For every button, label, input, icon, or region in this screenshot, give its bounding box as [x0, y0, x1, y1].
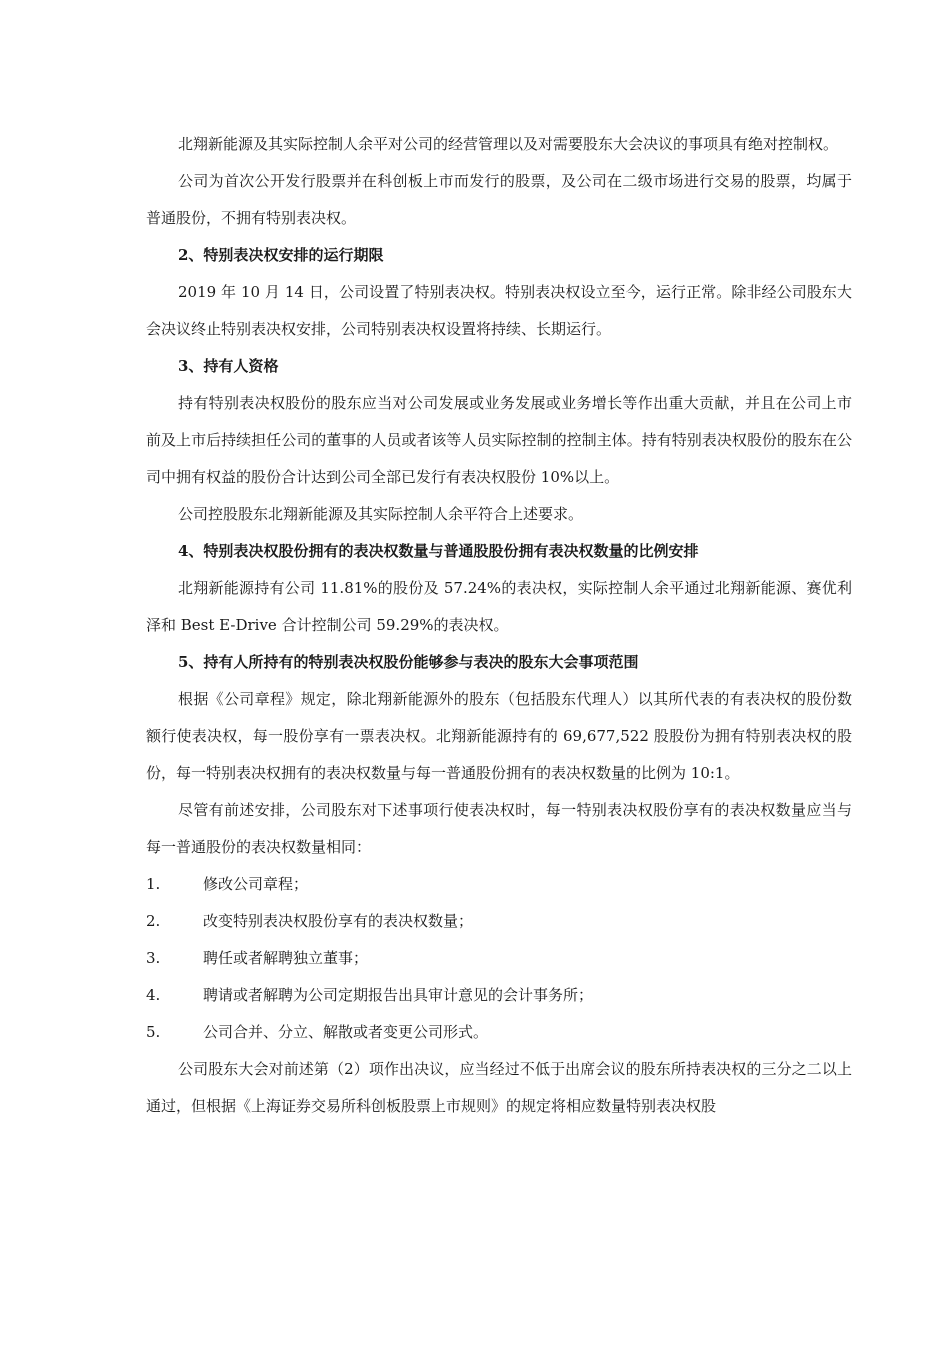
list-text: 聘请或者解聘为公司定期报告出具审计意见的会计事务所； [203, 986, 594, 1004]
list-item [146, 903, 852, 940]
list-number: 3. [146, 949, 161, 967]
list-item [146, 977, 852, 1014]
document-body [146, 126, 852, 1125]
paragraph: 公司控股股东北翔新能源及其实际控制人余平符合上述要求。 [178, 505, 584, 523]
paragraph: 公司股东大会对前述第（2）项作出决议，应当经过不低于出席会议的股东所持表决权的三分之二以上通过，但根据《上海证券交易所科创板股票上市规则》的规定将相应数量特别表决权股 [146, 1060, 852, 1115]
list-text: 聘任或者解聘独立董事； [203, 949, 369, 967]
paragraph: 尽管有前述安排，公司股东对下述事项行使表决权时，每一特别表决权股份享有的表决权数量应当与每一普通股份的表决权数量相同： [146, 801, 852, 856]
list-item [146, 866, 852, 903]
list-text: 改变特别表决权股份享有的表决权数量； [203, 912, 474, 930]
section-heading: 4、特别表决权股份拥有的表决权数量与普通股股份拥有表决权数量的比例安排 [178, 542, 699, 560]
list-item [146, 1014, 852, 1051]
section-heading: 3、持有人资格 [178, 357, 279, 375]
paragraph: 持有特别表决权股份的股东应当对公司发展或业务发展或业务增长等作出重大贡献，并且在公司上市前及上市后持续担任公司的董事的人员或者该等人员实际控制的控制主体。持有特别表决权股份的股东在公司中拥有权益的股份合计达到公司全部已发行有表决权股份 10%以上。 [146, 394, 852, 486]
list-item [146, 940, 852, 977]
paragraph: 北翔新能源及其实际控制人余平对公司的经营管理以及对需要股东大会决议的事项具有绝对控制权。 [178, 135, 839, 153]
paragraph: 根据《公司章程》规定，除北翔新能源外的股东（包括股东代理人）以其所代表的有表决权的股份数额行使表决权，每一股份享有一票表决权。北翔新能源持有的 69,677,522 股股份为拥有特别表决权的股份，每一特别表决权拥有的表决权数量与每一普通股份拥有的表决权数量的比例为 10:1。 [146, 690, 852, 782]
section-heading: 5、持有人所持有的特别表决权股份能够参与表决的股东大会事项范围 [178, 653, 639, 671]
list-text: 公司合并、分立、解散或者变更公司形式。 [203, 1023, 489, 1041]
list-number: 2. [146, 912, 161, 930]
list-number: 1. [146, 875, 161, 893]
section-heading: 2、特别表决权安排的运行期限 [178, 246, 384, 264]
list-number: 4. [146, 986, 161, 1004]
paragraph: 北翔新能源持有公司 11.81%的股份及 57.24%的表决权，实际控制人余平通过北翔新能源、赛优利泽和 Best E-Drive 合计控制公司 59.29%的表决权。 [146, 579, 852, 634]
paragraph: 2019 年 10 月 14 日，公司设置了特别表决权。特别表决权设立至今，运行正常。除非经公司股东大会决议终止特别表决权安排，公司特别表决权设置将持续、长期运行。 [146, 283, 852, 338]
list-number: 5. [146, 1023, 161, 1041]
paragraph: 公司为首次公开发行股票并在科创板上市而发行的股票，及公司在二级市场进行交易的股票，均属于普通股份，不拥有特别表决权。 [146, 172, 852, 227]
numbered-list [146, 866, 852, 1051]
list-text: 修改公司章程； [203, 875, 309, 893]
